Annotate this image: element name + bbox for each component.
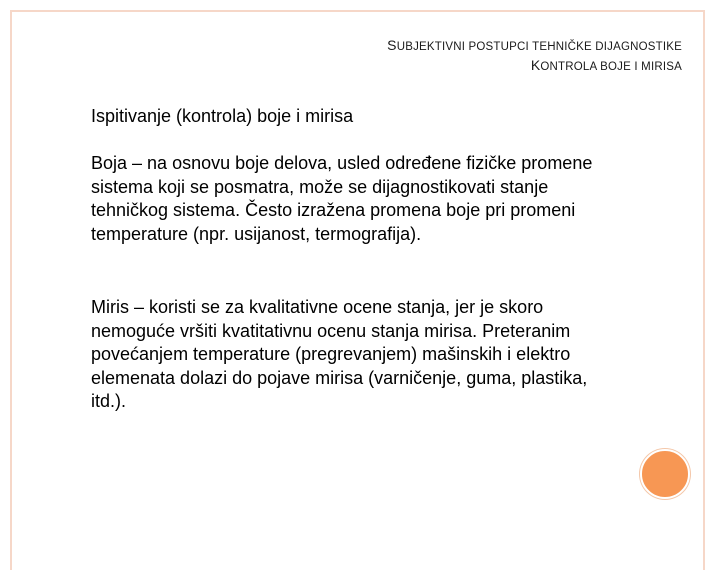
slide-header (387, 36, 682, 76)
slide-title: Ispitivanje (kontrola) boje i mirisa (91, 106, 354, 126)
paragraph-boja (91, 152, 611, 246)
paragraph-miris-term: Miris (91, 297, 129, 317)
header-line-2 (387, 56, 682, 76)
header-line-2-initial: K (530, 57, 541, 73)
slide-frame (10, 10, 705, 570)
header-line-1 (387, 36, 682, 56)
orange-circle-icon (640, 449, 690, 499)
header-line-2-text: ONTROLA BOJE I MIRISA (540, 61, 682, 73)
paragraph-boja-term: Boja (91, 153, 128, 173)
header-line-1-initial: S (387, 37, 397, 53)
paragraph-boja-text: – na osnovu boje delova, usled određene fizičke promene sistema koji se posmatra, može se dijagnostikovati stanje tehničkog sistema. Često izražena promena boje pri promeni temperature (npr. usijanost, termografija). (91, 153, 593, 244)
paragraph-miris (91, 296, 611, 414)
paragraph-miris-text: – koristi se za kvalitativne ocene stanja, jer je skoro nemoguće vršiti kvatitativnu ocenu stanja mirisa. Preteranim povećanjem temperature (pregrevanjem) mašinskih i elektro elemenata dolazi do pojave mirisa (varničenje, guma, plastika, itd.). (91, 297, 588, 412)
header-line-1-text: UBJEKTIVNI POSTUPCI TEHNIČKE DIJAGNOSTIKE (396, 41, 682, 53)
